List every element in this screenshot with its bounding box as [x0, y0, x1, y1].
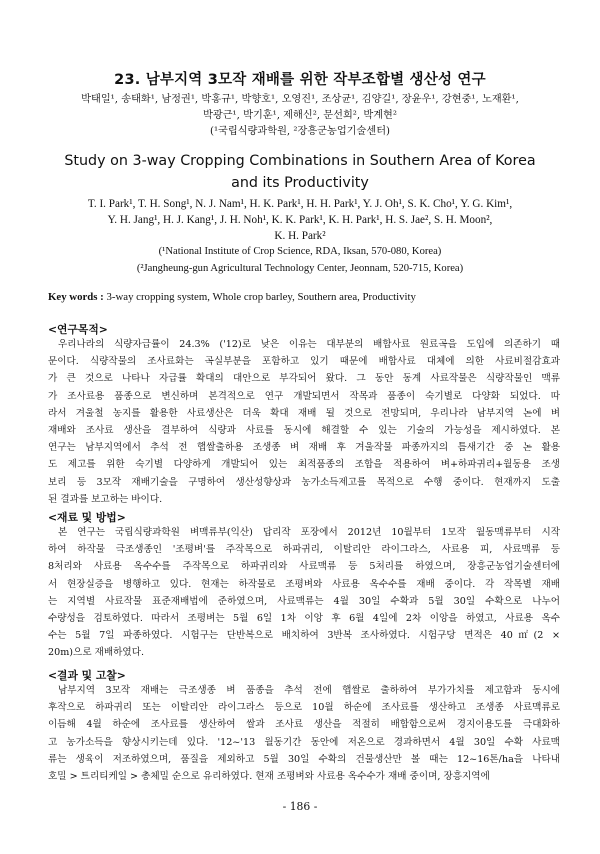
text-line: 본 연구는 국립식량과학원 벼맥류부(익산) 답리작 포장에서 2012년 10월부터 1모작 월동맥류부터 시작	[58, 527, 560, 538]
english-authors-line2: Y. H. Jang¹, H. J. Kang¹, J. H. Noh¹, K. K. Park¹, K. H. Park¹, H. S. Jae², S. H. Moon²,	[107, 214, 493, 226]
english-title-line2: and its Productivity	[231, 175, 369, 191]
english-title-line1: Study on 3-way Cropping Combinations in Southern Area of Korea	[64, 153, 536, 169]
english-title	[20, 150, 580, 194]
text-line: 가 큰 것으로 나타나 자급률 확대의 대안으로 부각되어 왔다. 그 동안 동계 사료작물은 식량작물인 맥류	[48, 373, 560, 385]
text-line: 된 결과를 보고하는 바이다.	[48, 493, 163, 505]
results-heading: <결과 및 고찰>	[48, 669, 126, 682]
text-line: 호밀 > 트리티케일 > 총체밀 순으로 유리하였다. 현재 조평벼와 사료용 옥수수가 재배 중이며, 장흥지역에	[48, 771, 490, 783]
korean-title: 23. 남부지역 3모작 재배를 위한 작부조합별 생산성 연구	[114, 72, 486, 88]
text-line: 이듬해 4월 하순에 조사료를 생산하여 쌀과 조사료 생산을 적절히 배합함으로써 경지이용도를 극대화하	[48, 719, 560, 731]
text-line: 재배와 조사료 생산을 결부하여 식량과 사료를 동시에 해결할 수 있는 기술의 가능성을 제시하였다. 본	[48, 425, 560, 437]
text-line: 연구는 남부지역에서 추석 전 햅쌀출하용 조생종 벼 재배 후 겨울작물 파종까지의 틈새기간 중 논 활용	[48, 442, 560, 454]
text-line: 고 농가소득을 향상시키는데 있다. '12~'13 월동기간 동안에 저온으로 경과하면서 4월 30일 수확 사료맥	[48, 736, 560, 748]
text-line: 가 조사료용 품종으로 변신하며 본격적으로 연구 개발되면서 작목과 품종이 숙기별로 다양화 되었다. 따	[48, 390, 560, 402]
purpose-heading: <연구목적>	[48, 323, 108, 336]
text-line: 문이다. 식량작물의 조사료화는 곡실부분을 포함하고 있기 때문에 배합사료 대체에 의한 사료비절감효과	[48, 356, 560, 368]
text-line: 도 제고를 위한 숙기별 다양하게 개발되어 있는 최적품종의 조합을 적용하여 벼+하파귀리+월동용 조생	[48, 459, 560, 471]
purpose-paragraph	[48, 336, 560, 508]
text-line: 수량성을 검토하였다. 따라서 조평벼는 5월 6일 1차 이앙 후 6월 4일에 2차 이앙을 하였고, 사료용 옥수	[48, 613, 560, 625]
text-line: 보리 등 3모작 재배기술을 구명하여 생산성향상과 농가소득제고를 목적으로 수행 중이다. 현재까지 도출	[48, 476, 560, 488]
korean-authors-line1: 박태일¹, 송태화¹, 남정권¹, 박홍규¹, 박향호¹, 오영진¹, 조상균¹, 김양길¹, 장윤우¹, 강현중¹, 노재환¹,	[81, 94, 519, 105]
english-authors-line3: K. H. Park²	[274, 230, 326, 242]
korean-authors-line2: 박광근¹, 박기훈¹, 제해신², 문선희², 박계현²	[203, 110, 397, 121]
text-line: 류는 생육이 저조하였으며, 품질을 제외하고 5월 30일 수확의 건물생산만 볼 때는 12~16톤/ha을 나타내	[48, 753, 560, 765]
keywords-label: Key words :	[48, 291, 104, 303]
results-paragraph	[48, 682, 560, 785]
korean-affiliations: (¹국립식량과학원, ²장흥군농업기술센터)	[209, 126, 391, 137]
text-line: 는 지역별 사료작물 표준재배법에 준하였으며, 사료맥류는 4월 30일 수확과 5월 30일 수확으로 나누어	[48, 595, 560, 607]
text-line: 남부지역 3모작 재배는 극조생종 벼 품종을 추석 전에 햅쌀로 출하하여 부가가치를 제고함과 동시에	[58, 685, 560, 696]
text-line: 20m)으로 재배하였다.	[48, 647, 145, 659]
page-number: - 186 -	[282, 800, 318, 813]
text-line: 8처리와 사료용 옥수수를 주작목으로 하파귀리와 사료맥류 등 5처리를 하였으며, 장흥군농업기술센터에	[48, 561, 560, 573]
text-line: 후작으로 하파귀리 또는 이탈리안 라이그라스 등으로 10월 하순에 조사료를 생산하고 조생종 사료맥류로	[48, 702, 560, 714]
text-line: 서 현장실증을 병행하고 있다. 현재는 하작물로 조평벼와 사료용 옥수수를 재배 중이다. 각 작목별 재배	[48, 578, 560, 590]
methods-heading: <재료 및 방법>	[48, 511, 126, 524]
text-line: 하여 하작물 극조생종인 '조평벼'를 주작목으로 하파귀리, 이탈리안 라이그라스, 사료용 피, 사료맥류 등	[48, 544, 560, 556]
keywords	[48, 291, 568, 303]
text-line: 우리나라의 식량자급률이 24.3% ('12)로 낮은 이유는 대부분의 배합사료 원료곡을 도입에 의존하기 때	[58, 339, 560, 350]
english-affiliation-2: (²Jangheung-gun Agricultural Technology Center, Jeonnam, 520-715, Korea)	[136, 263, 464, 274]
english-affiliation-1: (¹National Institute of Crop Science, RDA, Iksan, 570-080, Korea)	[158, 246, 442, 257]
text-line: 라서 겨울철 농지를 활용한 사료생산은 더욱 확대 재배 될 것으로 전망되며, 우리나라 남부지역 논에 벼	[48, 407, 560, 419]
text-line: 수는 5월 7일 파종하였다. 시험구는 단반복으로 배치하여 3반복 조사하였다. 시험구당 면적은 40㎡(2 ×	[48, 630, 560, 642]
keywords-text: 3-way cropping system, Whole crop barley, Southern area, Productivity	[106, 291, 416, 303]
methods-paragraph	[48, 524, 560, 662]
english-authors-line1: T. I. Park¹, T. H. Song¹, N. J. Nam¹, H. K. Park¹, H. H. Park¹, Y. J. Oh¹, S. K. Cho¹, Y. G. Kim¹,	[87, 198, 513, 210]
